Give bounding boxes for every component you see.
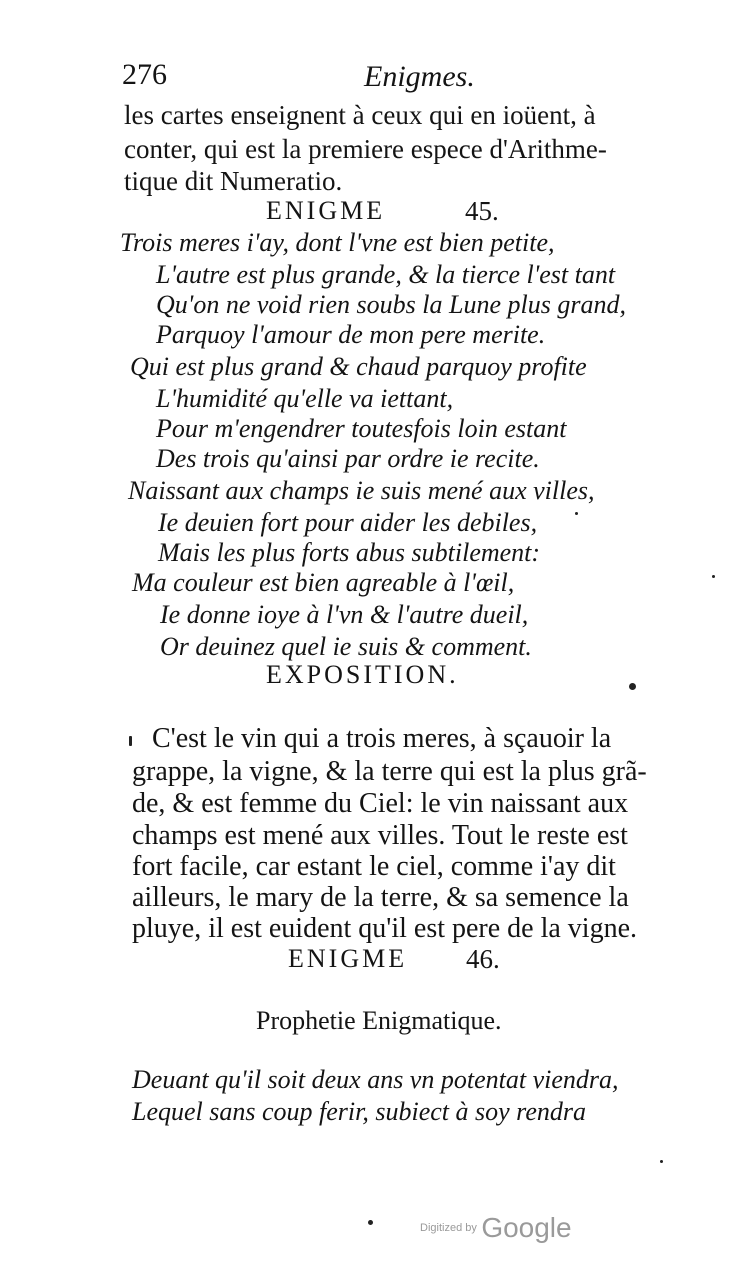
ink-speck	[368, 1220, 373, 1225]
enigme-46-number: 46.	[466, 944, 500, 974]
enigme-45-number: 45.	[465, 196, 499, 226]
ink-speck	[129, 736, 132, 746]
verse-line: Parquoy l'amour de mon pere merite.	[156, 320, 546, 349]
verse-line: Or deuinez quel ie suis & comment.	[160, 632, 532, 661]
digitized-watermark	[420, 1212, 572, 1244]
ink-speck	[629, 683, 636, 690]
exposition-line: grappe, la vigne, & la terre qui est la plus grã-	[132, 756, 647, 787]
exposition-line: ailleurs, le mary de la terre, & sa semence la	[132, 882, 629, 913]
verse-line: Deuant qu'il soit deux ans vn potentat viendra,	[132, 1065, 619, 1094]
verse-line: Ie deuien fort pour aider les debiles,	[158, 508, 538, 537]
verse-line: Trois meres i'ay, dont l'vne est bien petite,	[120, 228, 555, 257]
exposition-line: C'est le vin qui a trois meres, à sçauoir la	[152, 723, 612, 754]
exposition-heading: EXPOSITION.	[266, 660, 459, 689]
exposition-line: pluye, il est euident qu'il est pere de la vigne.	[132, 913, 638, 944]
exposition-line: champs est mené aux villes. Tout le reste est	[132, 820, 628, 851]
page-number: 276	[122, 58, 167, 91]
verse-line: Ie donne ioye à l'vn & l'autre dueil,	[160, 600, 529, 629]
enigme-46-subtitle: Prophetie Enigmatique.	[256, 1006, 502, 1035]
verse-line: L'autre est plus grande, & la tierce l'est tant	[156, 260, 616, 289]
enigme-46-heading: ENIGME	[288, 944, 408, 973]
exposition-line: fort facile, car estant le ciel, comme i'ay dit	[132, 851, 616, 882]
intro-line: tique dit Numeratio.	[124, 166, 343, 196]
verse-line: Ma couleur est bien agreable à l'œil,	[132, 568, 515, 597]
verse-line: Des trois qu'ainsi par ordre ie recite.	[156, 444, 540, 473]
watermark-prefix: Digitized by	[420, 1222, 477, 1234]
verse-line: L'humidité qu'elle va iettant,	[156, 384, 454, 413]
ink-speck	[712, 575, 715, 578]
exposition-line: de, & est femme du Ciel: le vin naissant aux	[132, 788, 629, 819]
ink-speck	[575, 512, 578, 515]
verse-line: Naissant aux champs ie suis mené aux villes,	[128, 476, 595, 505]
google-logo: Google	[481, 1212, 572, 1243]
verse-line: Mais les plus forts abus subtilement:	[158, 538, 541, 567]
intro-line: les cartes enseignent à ceux qui en ioüent, à	[124, 100, 596, 130]
ink-speck	[660, 1160, 663, 1163]
verse-line: Lequel sans coup ferir, subiect à soy rendra	[132, 1097, 586, 1126]
enigme-45-heading: ENIGME	[266, 196, 386, 225]
intro-line: conter, qui est la premiere espece d'Arithme-	[124, 134, 607, 164]
running-title: Enigmes.	[364, 60, 475, 93]
verse-line: Qu'on ne void rien soubs la Lune plus grand,	[156, 290, 626, 319]
verse-line: Qui est plus grand & chaud parquoy profite	[130, 352, 587, 381]
verse-line: Pour m'engendrer toutesfois loin estant	[156, 414, 567, 443]
